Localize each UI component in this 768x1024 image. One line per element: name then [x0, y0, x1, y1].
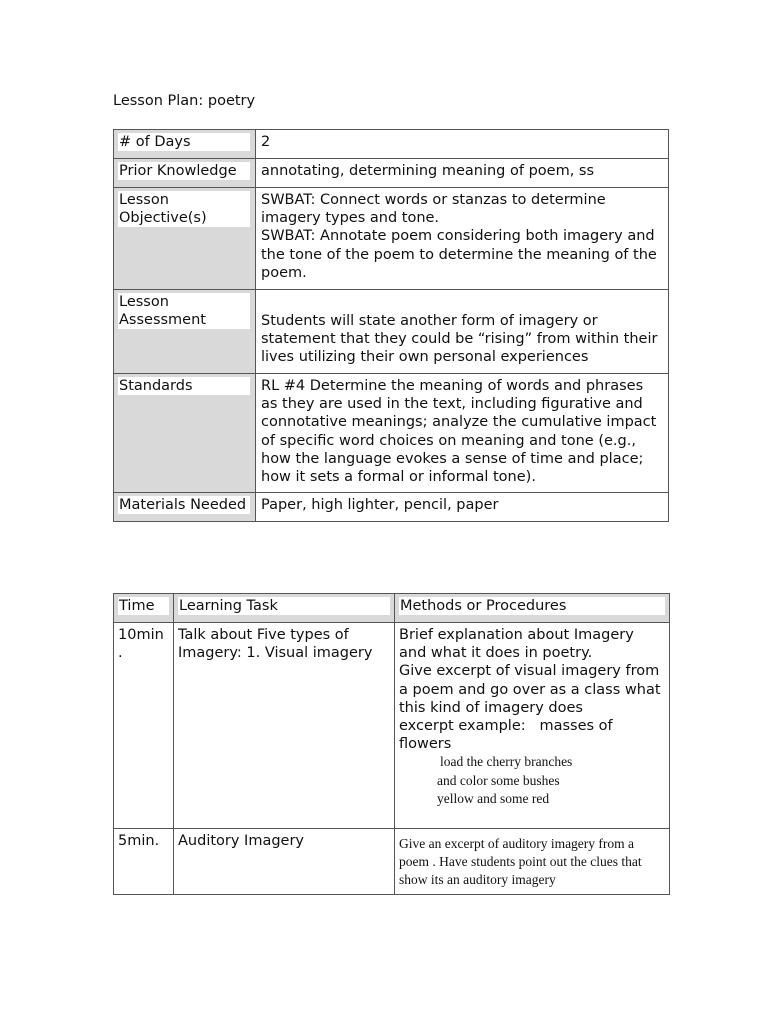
methods-cell	[395, 829, 670, 895]
method-line: Give excerpt of visual imagery from a poem and go over as a class what this kind of imagery does	[399, 663, 661, 716]
header-methods: Methods or Procedures	[399, 597, 665, 615]
method-text: Give an excerpt of auditory imagery from a poem . Have students point out the clues that show its an auditory imagery	[399, 836, 642, 888]
row-label: Materials Needed	[118, 496, 250, 514]
table-row	[114, 829, 670, 895]
task-value: Auditory Imagery	[178, 833, 305, 849]
row-value-cell	[256, 374, 669, 493]
header-task: Learning Task	[178, 597, 390, 615]
table-row	[114, 623, 670, 829]
time-value: 10min .	[118, 627, 164, 662]
page-title: Lesson Plan: poetry	[113, 93, 256, 109]
excerpt-line: and color some bushes	[437, 772, 560, 788]
row-value-cell	[256, 159, 669, 188]
row-label: Prior Knowledge	[118, 162, 250, 180]
method-line: excerpt example: masses of flowers	[399, 718, 618, 753]
row-value-cell	[256, 188, 669, 290]
table-row	[114, 159, 669, 188]
time-value: 5min.	[118, 833, 160, 849]
table-row	[114, 374, 669, 493]
method-line: Brief explanation about Imagery and what it does in poetry.	[399, 627, 634, 662]
table-header-row	[114, 594, 670, 623]
row-label-cell	[114, 290, 256, 374]
task-value: Talk about Five types of Imagery: 1. Visual imagery	[178, 627, 373, 662]
header-methods-cell	[395, 594, 670, 623]
row-value: SWBAT: Connect words or stanzas to determine imagery types and tone.	[261, 192, 606, 227]
row-value: Paper, high lighter, pencil, paper	[261, 497, 499, 513]
time-cell	[114, 623, 174, 829]
row-label: Standards	[118, 377, 250, 395]
task-cell	[174, 829, 395, 895]
table-row	[114, 493, 669, 522]
excerpt-line: load the cherry branches	[440, 754, 573, 770]
row-label: Lesson Objective(s)	[118, 191, 250, 227]
row-value: 2	[261, 134, 271, 150]
row-value-cell	[256, 290, 669, 374]
row-label-cell	[114, 493, 256, 522]
header-time: Time	[118, 597, 169, 615]
row-label-cell	[114, 159, 256, 188]
table-row	[114, 188, 669, 290]
row-value: RL #4 Determine the meaning of words and phrases as they are used in the text, including figurative and connotative meanings; analyze the cumulative impact of specific word choices on meaning and tone (e.g., how the language evokes a sense of time and place; how it sets a formal or informal tone).	[261, 378, 657, 486]
row-label-cell	[114, 188, 256, 290]
methods-cell	[395, 623, 670, 829]
row-label: Lesson Assessment	[118, 293, 250, 329]
row-label-cell	[114, 374, 256, 493]
table-row	[114, 130, 669, 159]
row-value: SWBAT: Annotate poem considering both imagery and the tone of the poem to determine the meaning of the poem.	[261, 228, 657, 281]
row-value: Students will state another form of imagery or statement that they could be “rising” from within their lives utilizing their own personal experiences	[261, 313, 658, 366]
row-value-cell	[256, 493, 669, 522]
lesson-plan-table	[113, 129, 669, 522]
row-label-cell	[114, 130, 256, 159]
row-value: annotating, determining meaning of poem, ss	[261, 163, 595, 179]
procedure-table	[113, 593, 670, 895]
time-cell	[114, 829, 174, 895]
excerpt-line: yellow and some red	[437, 791, 550, 807]
header-time-cell	[114, 594, 174, 623]
table-row	[114, 290, 669, 374]
header-task-cell	[174, 594, 395, 623]
row-label: # of Days	[118, 133, 250, 151]
task-cell	[174, 623, 395, 829]
row-value-cell	[256, 130, 669, 159]
